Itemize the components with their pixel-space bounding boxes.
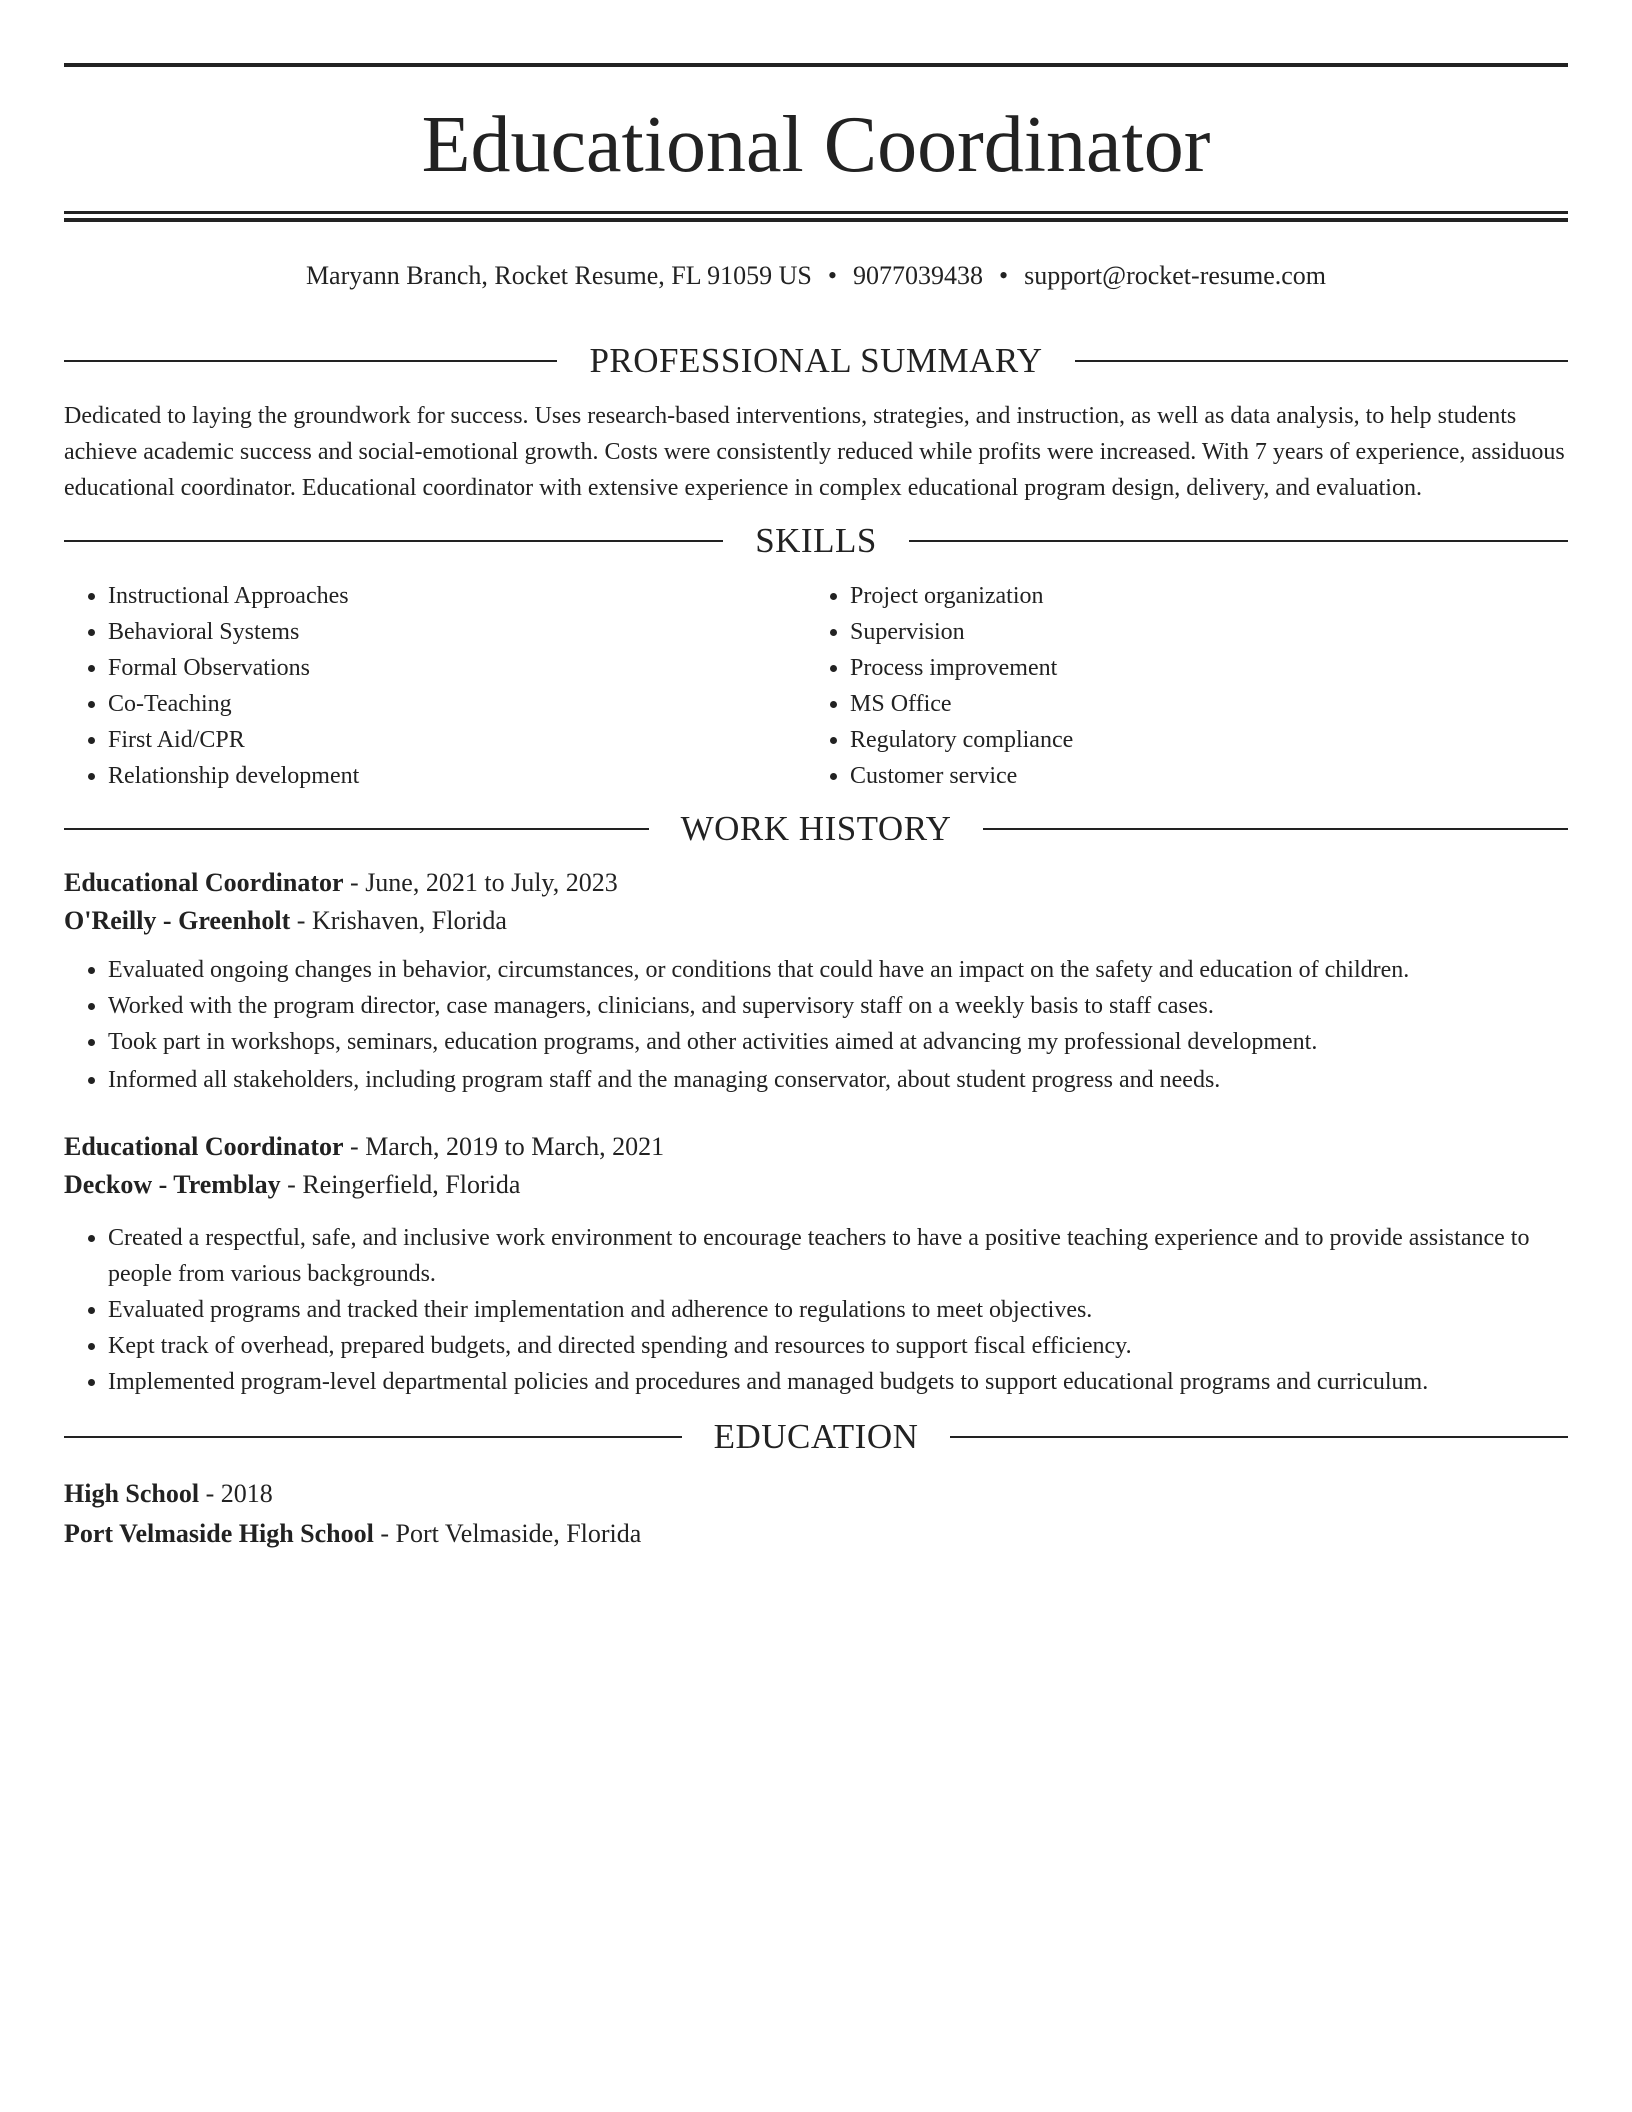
skills-list (64, 578, 1568, 794)
skill-item: • Supervision (850, 614, 1568, 650)
job-bullet: • Took part in workshops, seminars, education programs, and other activities aimed at advancing my professional development. (108, 1024, 1568, 1060)
skill-item: • Process improvement (850, 650, 1568, 686)
education-school: Port Velmaside High School (64, 1519, 374, 1548)
job-entry (64, 864, 1568, 1098)
contact-separator: • (999, 261, 1009, 290)
skills-section-header (64, 518, 1568, 564)
section-rule (950, 1436, 1568, 1438)
section-rule (64, 360, 557, 362)
section-rule (64, 828, 649, 830)
job-bullet: • Informed all stakeholders, including program staff and the managing conservator, about student progress and needs. (108, 1062, 1568, 1098)
education-section-header (64, 1414, 1568, 1460)
section-rule (983, 828, 1568, 830)
job-bullet: • Kept track of overhead, prepared budgets, and directed spending and resources to support fiscal efficiency. (108, 1328, 1568, 1364)
job-company: Deckow - Tremblay (64, 1170, 281, 1199)
skill-item: • Customer service (850, 758, 1568, 794)
summary-heading: PROFESSIONAL SUMMARY (589, 341, 1043, 380)
skills-heading: SKILLS (755, 521, 877, 560)
section-rule (64, 1436, 682, 1438)
education-school-line (64, 1514, 1568, 1554)
job-title-line (64, 864, 1568, 902)
summary-section-header (64, 338, 1568, 384)
skill-item: • Behavioral Systems (108, 614, 806, 650)
section-rule (1075, 360, 1568, 362)
job-title-line (64, 1128, 1568, 1166)
skill-item: • Formal Observations (108, 650, 806, 686)
job-title: Educational Coordinator (64, 1132, 344, 1161)
section-rule (64, 540, 723, 542)
job-dates: - June, 2021 to July, 2023 (343, 868, 618, 897)
contact-separator: • (827, 261, 838, 290)
job-bullets (64, 952, 1568, 1098)
section-rule (909, 540, 1568, 542)
education-location: - Port Velmaside, Florida (373, 1519, 642, 1548)
job-company: O'Reilly - Greenholt (64, 906, 291, 935)
job-location: - Krishaven, Florida (290, 906, 507, 935)
education-degree-line (64, 1474, 1568, 1514)
job-bullet: • Implemented program-level departmental policies and procedures and managed budgets to support educational programs and curriculum. (108, 1364, 1568, 1400)
job-bullet: • Evaluated ongoing changes in behavior, circumstances, or conditions that could have an impact on the safety and education of children. (108, 952, 1568, 988)
skill-item: • First Aid/CPR (108, 722, 806, 758)
work-heading: WORK HISTORY (680, 809, 952, 848)
skill-item: • MS Office (850, 686, 1568, 722)
job-company-line (64, 902, 1568, 940)
education-degree: High School (64, 1479, 200, 1508)
job-bullet: • Evaluated programs and tracked their implementation and adherence to regulations to meet objectives. (108, 1292, 1568, 1328)
skill-item: • Regulatory compliance (850, 722, 1568, 758)
contact-address: Maryann Branch, Rocket Resume, FL 91059 US (305, 261, 812, 290)
work-section-header (64, 806, 1568, 852)
resume-page (64, 0, 1568, 1554)
job-title: Educational Coordinator (64, 868, 344, 897)
job-bullet: • Worked with the program director, case managers, clinicians, and supervisory staff on a weekly basis to staff cases. (108, 988, 1568, 1024)
contact-line (64, 258, 1568, 294)
job-bullets (64, 1220, 1568, 1400)
skill-item: • Project organization (850, 578, 1568, 614)
contact-phone: 9077039438 (853, 261, 984, 290)
education-year: - 2018 (199, 1479, 273, 1508)
job-company-line (64, 1166, 1568, 1204)
job-location: - Reingerfield, Florida (280, 1170, 521, 1199)
title-double-rule (64, 211, 1568, 222)
skill-item: • Instructional Approaches (108, 578, 806, 614)
education-entry (64, 1474, 1568, 1554)
job-entry (64, 1128, 1568, 1400)
skills-column-right (806, 578, 1568, 794)
job-dates: - March, 2019 to March, 2021 (343, 1132, 665, 1161)
skill-item: • Relationship development (108, 758, 806, 794)
skills-column-left (64, 578, 806, 794)
skill-item: • Co-Teaching (108, 686, 806, 722)
contact-email: support@rocket-resume.com (1024, 261, 1327, 290)
job-bullet: • Created a respectful, safe, and inclusive work environment to encourage teachers to have a positive teaching experience and to provide assistance to people from various backgrounds. (108, 1220, 1568, 1292)
education-heading: EDUCATION (713, 1417, 919, 1456)
summary-text: Dedicated to laying the groundwork for success. Uses research-based interventions, strategies, and instruction, as well as data analysis, to help students achieve academic success and social-emotional growth. Costs were consistently reduced while profits were increased. With 7 years of experience, assiduous educational coordinator. Educational coordinator with extensive experience in complex educational program design, delivery, and evaluation. (64, 403, 1565, 501)
resume-title: Educational Coordinator (421, 101, 1211, 189)
